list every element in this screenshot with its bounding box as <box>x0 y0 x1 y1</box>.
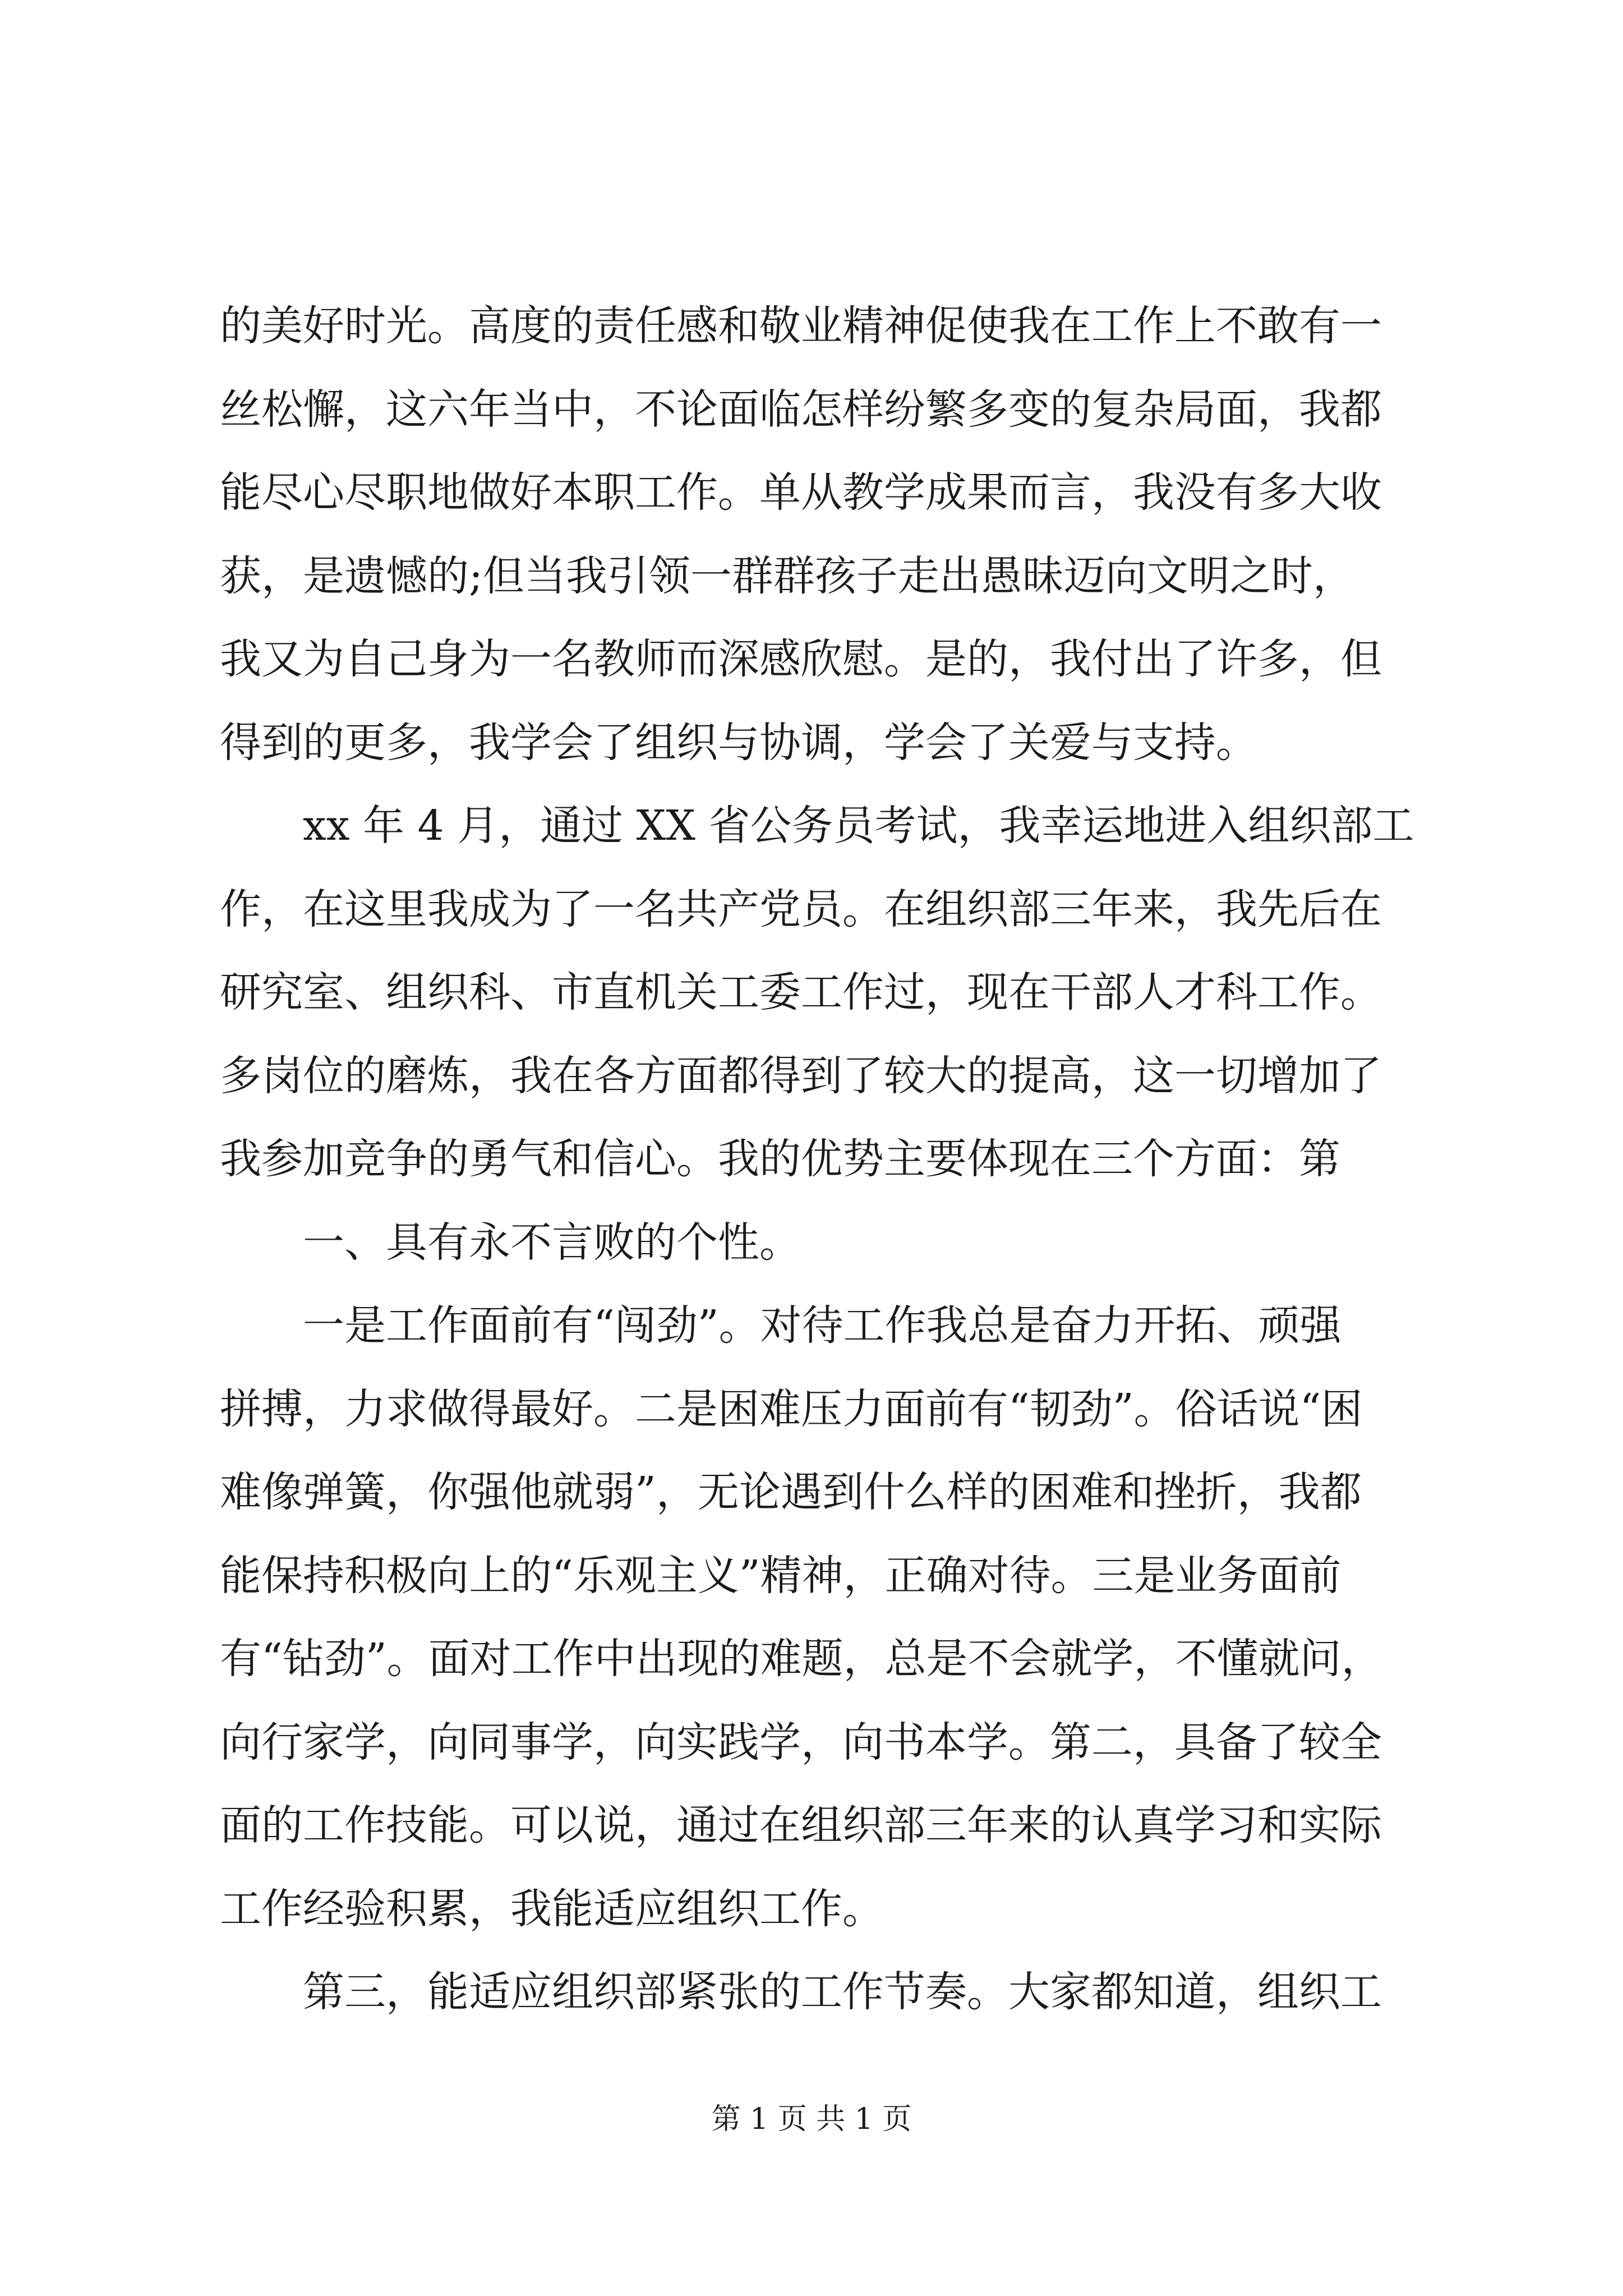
paragraph-3 <box>220 1201 1420 1285</box>
body-text <box>220 284 1420 2034</box>
paragraph-4 <box>220 1284 1420 1950</box>
text-line: 有“钻劲”。面对工作中出现的难题，总是不会就学，不懂就问， <box>220 1635 1383 1683</box>
text-line: 能尽心尽职地做好本职工作。单从教学成果而言，我没有多大收 <box>220 468 1382 517</box>
text-line: xx 年 4 月，通过 XX 省公务员考试，我幸运地进入组织部工 <box>220 802 1414 850</box>
page-footer: 第 1 页 共 1 页 <box>711 2102 912 2136</box>
text-line: 向行家学，向同事学，向实践学，向书本学。第二，具备了较全 <box>220 1718 1382 1766</box>
text-line: 多岗位的磨炼，我在各方面都得到了较大的提高，这一切增加了 <box>220 1051 1382 1100</box>
text-line: 能保持积极向上的“乐观主义”精神，正确对待。三是业务面前 <box>220 1551 1341 1600</box>
text-line: 丝松懈，这六年当中，不论面临怎样纷繁多变的复杂局面，我都 <box>220 385 1382 434</box>
text-line: 面的工作技能。可以说，通过在组织部三年来的认真学习和实际 <box>220 1801 1382 1849</box>
text-line: 一、具有永不言败的个性。 <box>220 1218 801 1267</box>
text-line: 的美好时光。高度的责任感和敬业精神促使我在工作上不敢有一 <box>220 302 1382 350</box>
paragraph-1 <box>220 284 1420 784</box>
text-line: 我又为自己身为一名教师而深感欣慰。是的，我付出了许多，但 <box>220 635 1382 683</box>
text-line: 难像弹簧，你强他就弱”，无论遇到什么样的困难和挫折，我都 <box>220 1468 1362 1516</box>
text-line: 一是工作面前有“闯劲”。对待工作我总是奋力开拓、顽强 <box>220 1301 1341 1350</box>
paragraph-5 <box>220 1950 1420 2034</box>
text-line: 作，在这里我成为了一名共产党员。在组织部三年来，我先后在 <box>220 885 1382 933</box>
text-line: 拼搏，力求做得最好。二是困难压力面前有“韧劲”。俗话说“困 <box>220 1384 1363 1433</box>
text-line: 第三，能适应组织部紧张的工作节奏。大家都知道，组织工 <box>220 1968 1382 2016</box>
text-line: 得到的更多，我学会了组织与协调，学会了关爱与支持。 <box>220 718 1257 767</box>
text-line: 研究室、组织科、市直机关工委工作过，现在干部人才科工作。 <box>220 968 1382 1016</box>
text-line: 获，是遗憾的;但当我引领一群群孩子走出愚昧迈向文明之时， <box>220 551 1354 600</box>
text-line: 我参加竞争的勇气和信心。我的优势主要体现在三个方面：第 <box>220 1135 1340 1183</box>
paragraph-2 <box>220 784 1420 1201</box>
text-line: 工作经验积累，我能适应组织工作。 <box>220 1884 884 1933</box>
